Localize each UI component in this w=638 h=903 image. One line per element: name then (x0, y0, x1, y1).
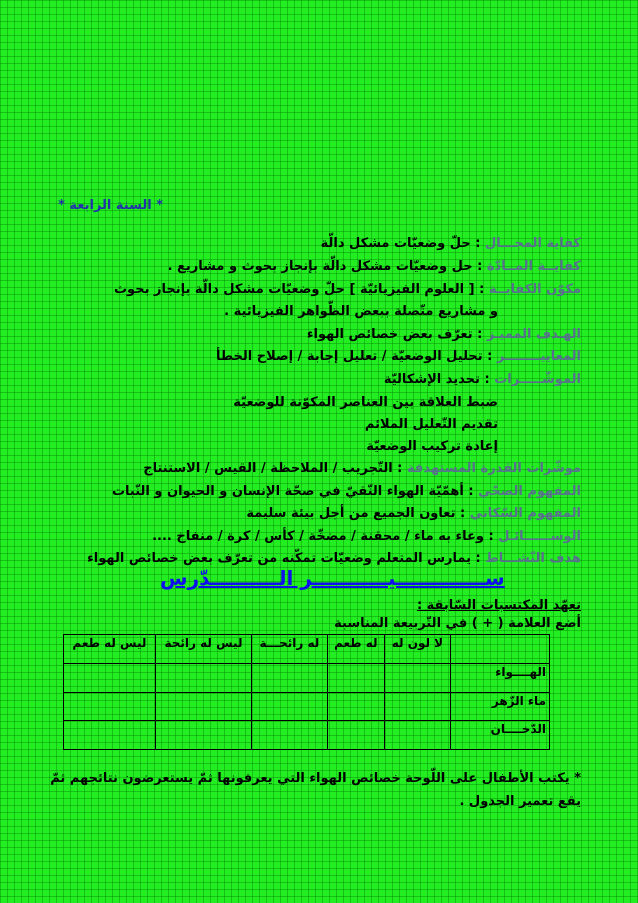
checkbox-cell[interactable] (155, 663, 251, 692)
table-row (64, 721, 550, 750)
checkbox-cell[interactable] (252, 663, 328, 692)
table-row (64, 692, 550, 721)
checkbox-cell[interactable] (64, 721, 156, 750)
field-value: : حلّ وضعيّات مشكل دالّة (320, 236, 481, 251)
field-label: الهـدف المميـز (486, 327, 581, 342)
table-header-cell: ليس له طعم (64, 635, 156, 664)
field-row (143, 460, 581, 478)
field-value: إعادة تركيب الوضعيّة (366, 439, 498, 454)
field-value: : تعاون الجميع من أجل بيئة سليمة (246, 506, 466, 521)
field-value: : يمارس المتعلم وضعيّات تمكّنه من تعرّف بعض خصائص الهواء (87, 551, 481, 566)
field-row (224, 303, 498, 321)
field-row (366, 438, 498, 456)
field-value: : تعرّف بعض خصائص الهواء (306, 327, 483, 342)
checkbox-cell[interactable] (327, 692, 384, 721)
field-label: المفهوم السّكاني (469, 506, 581, 521)
field-row (307, 326, 581, 344)
checkbox-cell[interactable] (327, 721, 384, 750)
field-row (246, 505, 581, 523)
table-corner-cell (451, 635, 550, 664)
checkbox-cell[interactable] (155, 721, 251, 750)
field-label: الموشّـــــرات (494, 372, 581, 387)
field-label: كفاية المجـــال (484, 236, 581, 251)
table-row (64, 663, 550, 692)
checkbox-cell[interactable] (384, 663, 450, 692)
field-value: : حل وضعيّات مشكل دالّة بإنجاز بحوث و مشاريع . (167, 259, 483, 274)
field-value: تقديم التّعليل الملائم (364, 417, 498, 432)
checkbox-cell[interactable] (64, 663, 156, 692)
field-value: : [ العلوم الفيزيائيّة ] حلّ وضعيّات مشكل دالّة بإنجاز بحوث (113, 282, 485, 297)
section-instruction: أضع العلامة ( + ) في التّربيعة المناسبة (334, 616, 581, 631)
checkbox-cell[interactable] (252, 721, 328, 750)
field-value: : وعاء به ماء / محقنة / مضخّة / كأس / كرة / منفاخ .... (152, 529, 494, 544)
field-value: : التّجريب / الملاحظة / القيس / الاستنتاج (143, 461, 403, 476)
field-label: المفهوم الصحّي (478, 484, 581, 499)
table-header-cell: ليس له رائحة (155, 635, 251, 664)
checkbox-cell[interactable] (252, 692, 328, 721)
checkbox-cell[interactable] (327, 663, 384, 692)
checkbox-cell[interactable] (155, 692, 251, 721)
field-row (384, 371, 581, 389)
footer-line-1: * يكتب الأطفال على اللّوحة خصائص الهواء التي يعرفونها ثمّ يستعرضون نتائجهم ثمّ (50, 771, 581, 786)
table-header-cell: لا لون له (384, 635, 450, 664)
field-label: كفايــة المــادّة (486, 259, 581, 274)
table-row-label: الدّخــــان (451, 721, 550, 750)
field-label: موشّرات القدرة المستهدفة (406, 461, 581, 476)
table-row-label: ماء الزّهر (451, 692, 550, 721)
field-row (233, 394, 498, 412)
table-header-row (64, 635, 550, 664)
field-label: الوســــــائـل (498, 529, 581, 544)
field-row (112, 483, 581, 501)
field-row (321, 235, 581, 253)
footer-line-2: يقع تعمير الجدول . (459, 794, 581, 809)
table-row-label: الهــــواء (451, 663, 550, 692)
field-label: المعاييــــــــر (496, 349, 581, 364)
table-header-cell: له رائحـــة (252, 635, 328, 664)
field-value: : تحديد الإشكاليّة (383, 372, 490, 387)
checkbox-cell[interactable] (384, 692, 450, 721)
table-header-cell: له طعم (327, 635, 384, 664)
field-row (168, 258, 581, 276)
checkbox-cell[interactable] (64, 692, 156, 721)
lesson-title: ســـــــــــــيـــــــــــر الــــــــــدّرس (160, 566, 505, 590)
properties-table (63, 634, 550, 750)
checkbox-cell[interactable] (384, 721, 450, 750)
field-label: مكوّن الكفايــة (488, 282, 581, 297)
field-label: هدف النّشـــاط (485, 551, 581, 566)
section-heading: تعهّد المكتسبات السّابقة : (416, 598, 581, 613)
field-row (365, 416, 498, 434)
field-row (114, 281, 581, 299)
field-value: : تحليل الوضعيّة / تعليل إجابة / إصلاح الخطأ (216, 349, 493, 364)
field-row (152, 528, 581, 546)
field-row (216, 348, 581, 366)
field-value: ضبط العلاقة بين العناصر المكوّنة للوضعيّة (233, 395, 498, 410)
level-header: * السنة الرابعة * (58, 198, 163, 213)
field-value: و مشاريع متّصلة ببعض الظّواهر الفيزيائية . (224, 304, 498, 319)
field-value: : أهمّيّة الهواء النّقيّ في صحّة الإنسان و الحيوان و النّبات (111, 484, 474, 499)
